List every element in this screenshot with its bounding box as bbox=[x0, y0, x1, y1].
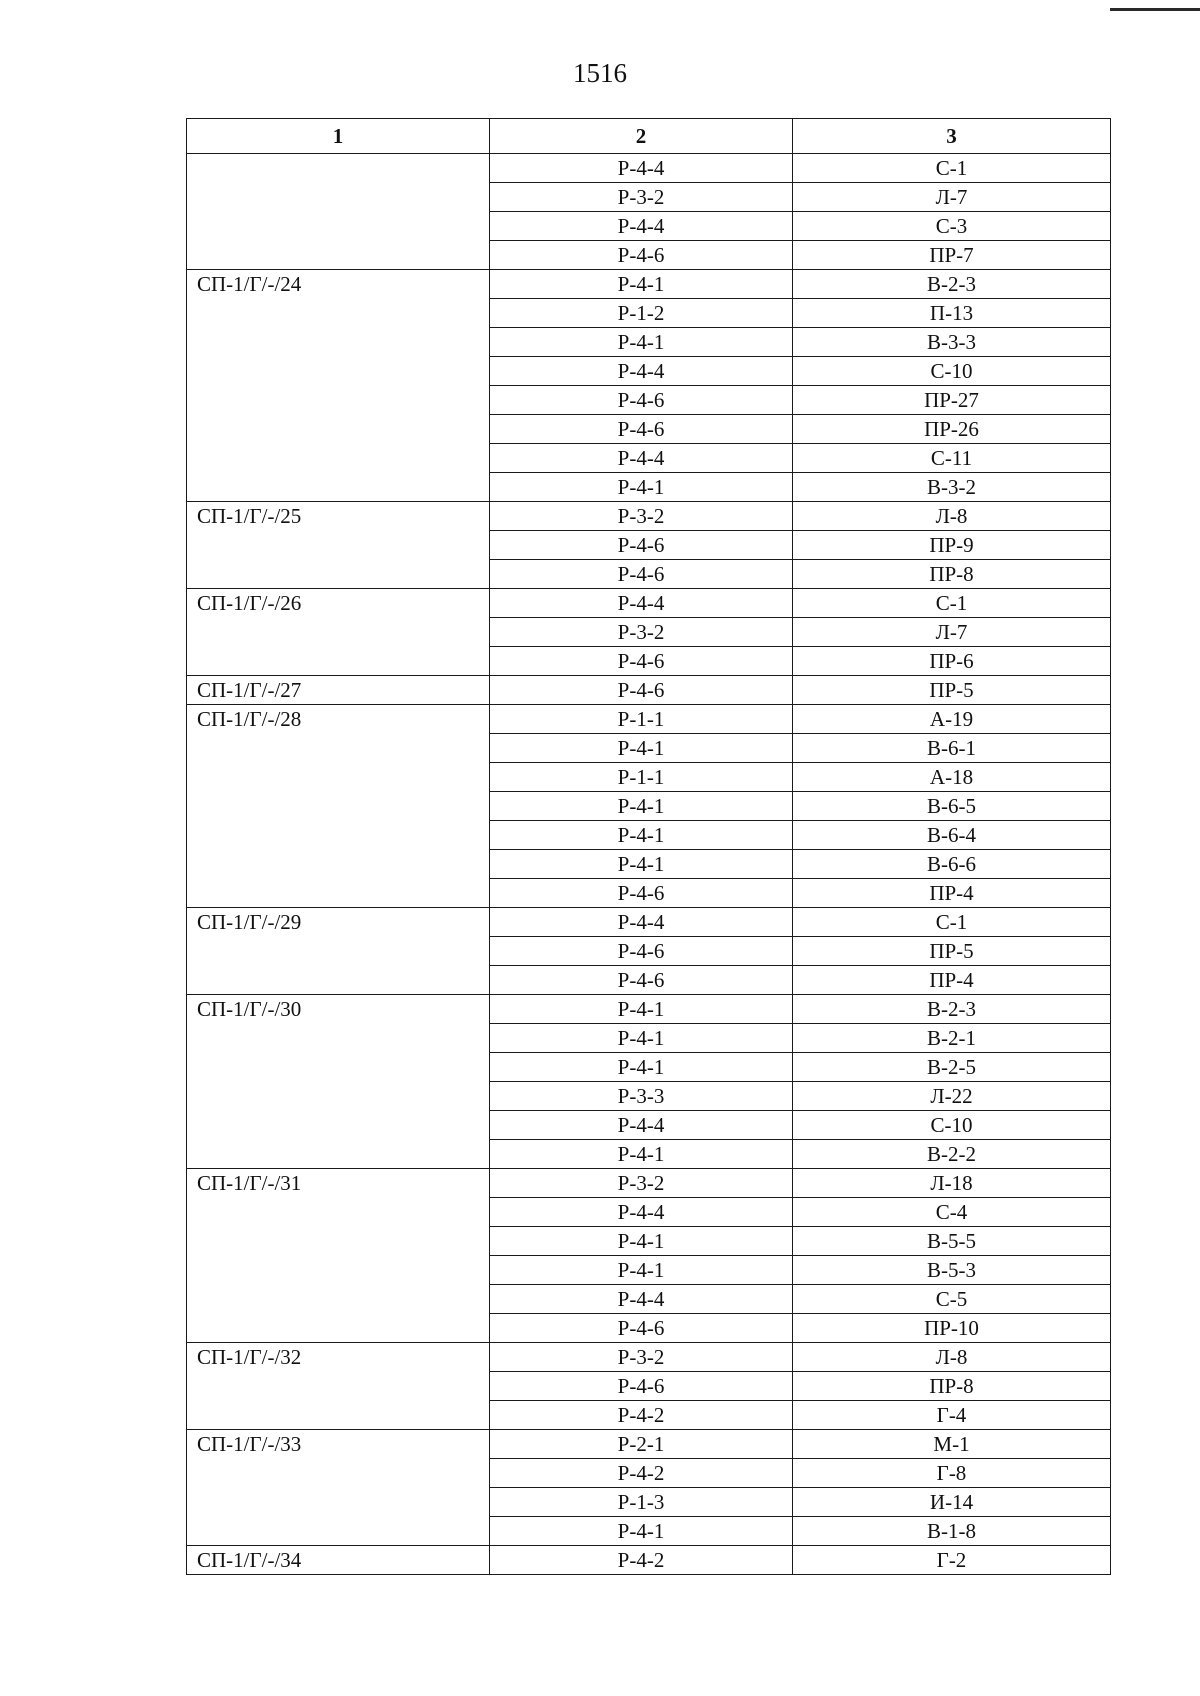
item-code-cell: А-19 bbox=[793, 705, 1111, 734]
item-code-cell: С-1 bbox=[793, 908, 1111, 937]
route-code-cell: Р-3-2 bbox=[490, 502, 793, 531]
item-code-cell: Л-18 bbox=[793, 1169, 1111, 1198]
route-code-cell: Р-4-2 bbox=[490, 1546, 793, 1575]
codes-table bbox=[186, 118, 1111, 1575]
column-header-3: 3 bbox=[793, 119, 1111, 154]
item-code-cell: В-2-3 bbox=[793, 270, 1111, 299]
route-code-cell: Р-3-2 bbox=[490, 1343, 793, 1372]
route-code-cell: Р-4-4 bbox=[490, 1111, 793, 1140]
route-code-cell: Р-4-2 bbox=[490, 1401, 793, 1430]
route-code-cell: Р-4-6 bbox=[490, 1372, 793, 1401]
route-code-cell: Р-4-2 bbox=[490, 1459, 793, 1488]
table-body bbox=[187, 154, 1111, 1575]
route-code-cell: Р-4-4 bbox=[490, 908, 793, 937]
route-code-cell: Р-4-4 bbox=[490, 1285, 793, 1314]
item-code-cell: В-2-3 bbox=[793, 995, 1111, 1024]
table-row bbox=[187, 1169, 1111, 1198]
item-code-cell: С-4 bbox=[793, 1198, 1111, 1227]
group-id-cell: СП-1/Г/-/34 bbox=[187, 1546, 490, 1575]
route-code-cell: Р-4-1 bbox=[490, 734, 793, 763]
item-code-cell: Г-8 bbox=[793, 1459, 1111, 1488]
route-code-cell: Р-3-2 bbox=[490, 183, 793, 212]
item-code-cell: Л-22 bbox=[793, 1082, 1111, 1111]
item-code-cell: ПР-6 bbox=[793, 647, 1111, 676]
route-code-cell: Р-4-6 bbox=[490, 966, 793, 995]
route-code-cell: Р-4-1 bbox=[490, 473, 793, 502]
item-code-cell: ПР-10 bbox=[793, 1314, 1111, 1343]
group-id-cell bbox=[187, 154, 490, 270]
group-id-cell: СП-1/Г/-/33 bbox=[187, 1430, 490, 1546]
group-id-cell: СП-1/Г/-/25 bbox=[187, 502, 490, 589]
route-code-cell: Р-4-4 bbox=[490, 589, 793, 618]
item-code-cell: В-5-3 bbox=[793, 1256, 1111, 1285]
item-code-cell: С-10 bbox=[793, 357, 1111, 386]
table-row bbox=[187, 1430, 1111, 1459]
table-header-row bbox=[187, 119, 1111, 154]
table-row bbox=[187, 995, 1111, 1024]
route-code-cell: Р-4-4 bbox=[490, 357, 793, 386]
item-code-cell: Л-8 bbox=[793, 1343, 1111, 1372]
item-code-cell: Л-7 bbox=[793, 183, 1111, 212]
route-code-cell: Р-4-6 bbox=[490, 386, 793, 415]
item-code-cell: ПР-8 bbox=[793, 1372, 1111, 1401]
item-code-cell: Л-7 bbox=[793, 618, 1111, 647]
route-code-cell: Р-4-1 bbox=[490, 821, 793, 850]
item-code-cell: ПР-26 bbox=[793, 415, 1111, 444]
route-code-cell: Р-3-2 bbox=[490, 618, 793, 647]
item-code-cell: С-1 bbox=[793, 589, 1111, 618]
item-code-cell: М-1 bbox=[793, 1430, 1111, 1459]
item-code-cell: С-10 bbox=[793, 1111, 1111, 1140]
item-code-cell: ПР-4 bbox=[793, 879, 1111, 908]
group-id-cell: СП-1/Г/-/27 bbox=[187, 676, 490, 705]
item-code-cell: В-6-5 bbox=[793, 792, 1111, 821]
route-code-cell: Р-4-1 bbox=[490, 995, 793, 1024]
item-code-cell: ПР-9 bbox=[793, 531, 1111, 560]
table-row bbox=[187, 154, 1111, 183]
route-code-cell: Р-4-6 bbox=[490, 560, 793, 589]
item-code-cell: В-6-1 bbox=[793, 734, 1111, 763]
table-row bbox=[187, 908, 1111, 937]
group-id-cell: СП-1/Г/-/31 bbox=[187, 1169, 490, 1343]
corner-rule bbox=[1110, 8, 1200, 11]
route-code-cell: Р-4-6 bbox=[490, 1314, 793, 1343]
route-code-cell: Р-1-1 bbox=[490, 763, 793, 792]
route-code-cell: Р-4-1 bbox=[490, 1256, 793, 1285]
item-code-cell: Г-2 bbox=[793, 1546, 1111, 1575]
route-code-cell: Р-4-6 bbox=[490, 879, 793, 908]
item-code-cell: В-2-2 bbox=[793, 1140, 1111, 1169]
route-code-cell: Р-4-1 bbox=[490, 1227, 793, 1256]
route-code-cell: Р-1-2 bbox=[490, 299, 793, 328]
item-code-cell: ПР-27 bbox=[793, 386, 1111, 415]
route-code-cell: Р-4-1 bbox=[490, 1024, 793, 1053]
route-code-cell: Р-1-3 bbox=[490, 1488, 793, 1517]
item-code-cell: С-1 bbox=[793, 154, 1111, 183]
item-code-cell: С-5 bbox=[793, 1285, 1111, 1314]
route-code-cell: Р-4-4 bbox=[490, 212, 793, 241]
route-code-cell: Р-4-1 bbox=[490, 792, 793, 821]
route-code-cell: Р-4-1 bbox=[490, 328, 793, 357]
route-code-cell: Р-4-6 bbox=[490, 647, 793, 676]
route-code-cell: Р-4-6 bbox=[490, 676, 793, 705]
page-number: 1516 bbox=[573, 58, 627, 88]
route-code-cell: Р-4-6 bbox=[490, 241, 793, 270]
table-row bbox=[187, 1546, 1111, 1575]
item-code-cell: ПР-7 bbox=[793, 241, 1111, 270]
item-code-cell: А-18 bbox=[793, 763, 1111, 792]
route-code-cell: Р-4-1 bbox=[490, 1140, 793, 1169]
route-code-cell: Р-1-1 bbox=[490, 705, 793, 734]
route-code-cell: Р-4-4 bbox=[490, 154, 793, 183]
group-id-cell: СП-1/Г/-/30 bbox=[187, 995, 490, 1169]
item-code-cell: В-3-3 bbox=[793, 328, 1111, 357]
group-id-cell: СП-1/Г/-/28 bbox=[187, 705, 490, 908]
item-code-cell: В-5-5 bbox=[793, 1227, 1111, 1256]
item-code-cell: В-1-8 bbox=[793, 1517, 1111, 1546]
group-id-cell: СП-1/Г/-/26 bbox=[187, 589, 490, 676]
table-row bbox=[187, 502, 1111, 531]
group-id-cell: СП-1/Г/-/24 bbox=[187, 270, 490, 502]
item-code-cell: В-2-1 bbox=[793, 1024, 1111, 1053]
route-code-cell: Р-4-1 bbox=[490, 270, 793, 299]
item-code-cell: С-3 bbox=[793, 212, 1111, 241]
route-code-cell: Р-4-6 bbox=[490, 415, 793, 444]
route-code-cell: Р-2-1 bbox=[490, 1430, 793, 1459]
item-code-cell: Л-8 bbox=[793, 502, 1111, 531]
route-code-cell: Р-4-1 bbox=[490, 850, 793, 879]
route-code-cell: Р-4-4 bbox=[490, 1198, 793, 1227]
route-code-cell: Р-3-2 bbox=[490, 1169, 793, 1198]
route-code-cell: Р-3-3 bbox=[490, 1082, 793, 1111]
route-code-cell: Р-4-1 bbox=[490, 1517, 793, 1546]
column-header-1: 1 bbox=[187, 119, 490, 154]
route-code-cell: Р-4-6 bbox=[490, 937, 793, 966]
item-code-cell: П-13 bbox=[793, 299, 1111, 328]
item-code-cell: В-2-5 bbox=[793, 1053, 1111, 1082]
table-row bbox=[187, 676, 1111, 705]
column-header-2: 2 bbox=[490, 119, 793, 154]
item-code-cell: ПР-5 bbox=[793, 676, 1111, 705]
item-code-cell: Г-4 bbox=[793, 1401, 1111, 1430]
table-row bbox=[187, 270, 1111, 299]
item-code-cell: И-14 bbox=[793, 1488, 1111, 1517]
item-code-cell: В-6-4 bbox=[793, 821, 1111, 850]
item-code-cell: ПР-4 bbox=[793, 966, 1111, 995]
item-code-cell: ПР-8 bbox=[793, 560, 1111, 589]
table-row bbox=[187, 589, 1111, 618]
item-code-cell: ПР-5 bbox=[793, 937, 1111, 966]
group-id-cell: СП-1/Г/-/32 bbox=[187, 1343, 490, 1430]
item-code-cell: В-3-2 bbox=[793, 473, 1111, 502]
route-code-cell: Р-4-6 bbox=[490, 531, 793, 560]
table-row bbox=[187, 705, 1111, 734]
group-id-cell: СП-1/Г/-/29 bbox=[187, 908, 490, 995]
table-row bbox=[187, 1343, 1111, 1372]
route-code-cell: Р-4-4 bbox=[490, 444, 793, 473]
item-code-cell: В-6-6 bbox=[793, 850, 1111, 879]
item-code-cell: С-11 bbox=[793, 444, 1111, 473]
route-code-cell: Р-4-1 bbox=[490, 1053, 793, 1082]
